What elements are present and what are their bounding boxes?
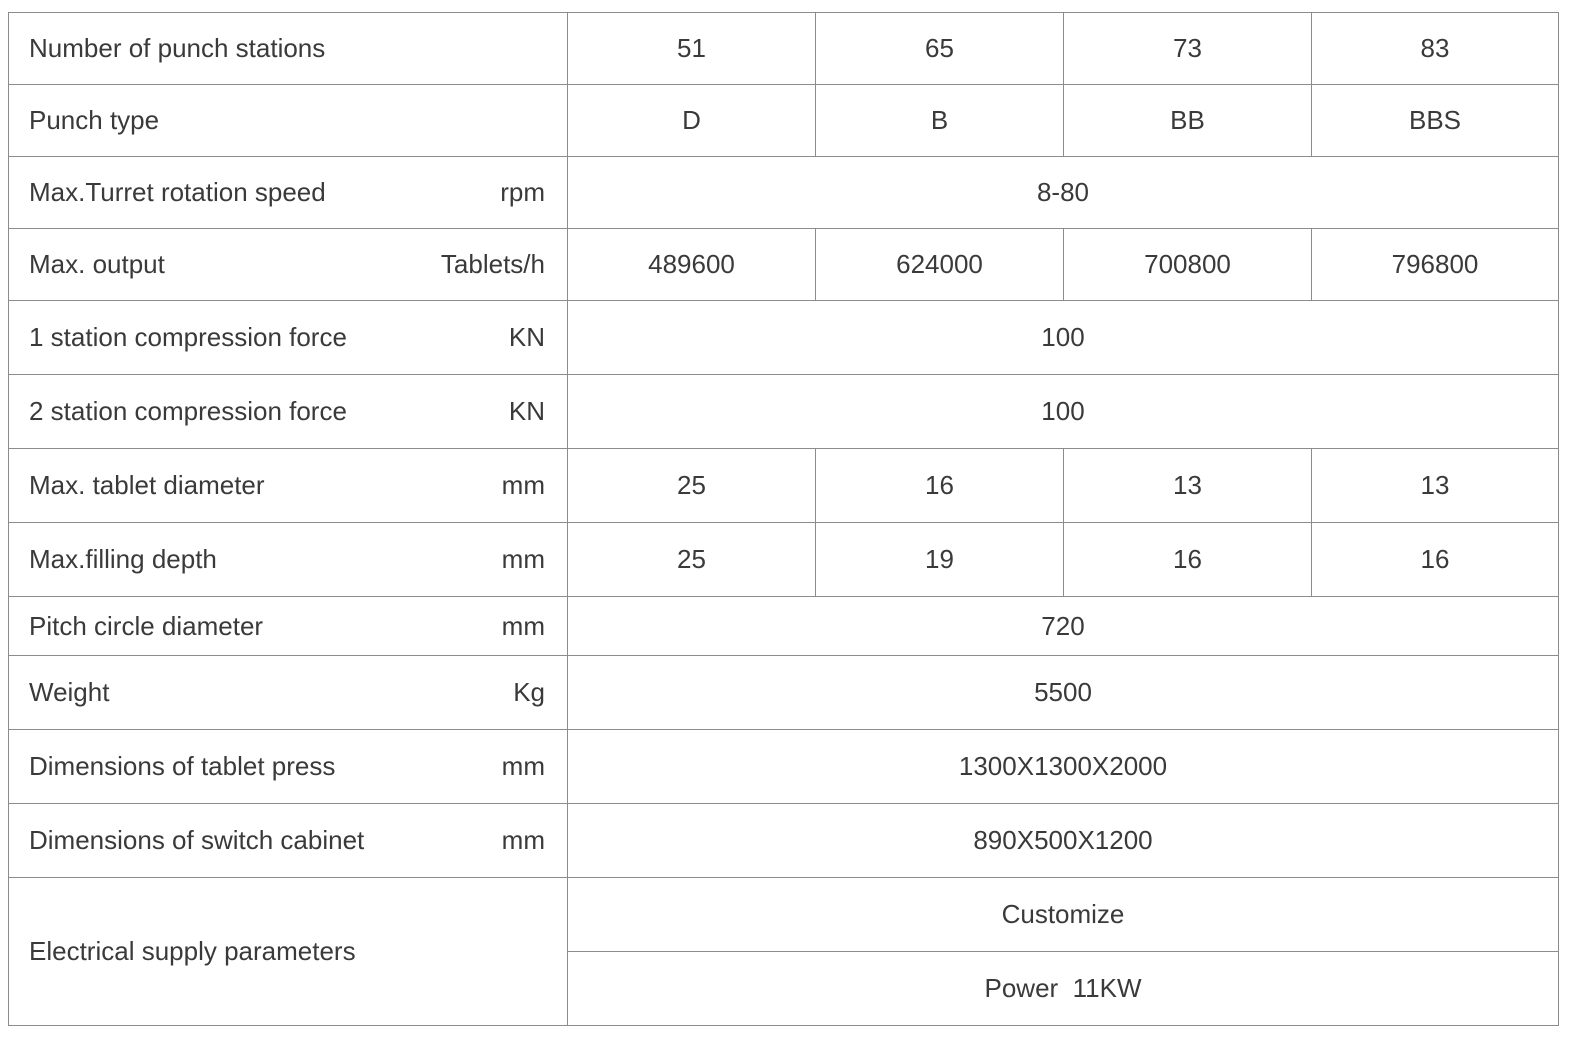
- value-cell: 16: [1312, 523, 1559, 597]
- value-cell: 1300X1300X2000: [568, 730, 1559, 804]
- value-cell: 890X500X1200: [568, 804, 1559, 878]
- value-cell: 489600: [568, 229, 816, 301]
- param-label: Dimensions of switch cabinet: [9, 804, 399, 878]
- value-cell: 25: [568, 523, 816, 597]
- param-label: Max. output: [9, 229, 399, 301]
- table-row: [9, 85, 1559, 157]
- value-cell: 83: [1312, 13, 1559, 85]
- value-text: Power 11KW: [984, 973, 1142, 1003]
- value-cell: 720: [568, 597, 1559, 656]
- param-unit: [399, 85, 568, 157]
- param-label: Punch type: [9, 85, 399, 157]
- table-row: [9, 157, 1559, 229]
- value-cell: 13: [1312, 449, 1559, 523]
- value-cell: 5500: [568, 656, 1559, 730]
- value-cell: 624000: [816, 229, 1064, 301]
- param-label: Dimensions of tablet press: [9, 730, 399, 804]
- param-unit: KN: [399, 375, 568, 449]
- value-cell: 51: [568, 13, 816, 85]
- value-cell: D: [568, 85, 816, 157]
- param-label: Max. tablet diameter: [9, 449, 399, 523]
- param-unit: [399, 13, 568, 85]
- param-label: Pitch circle diameter: [9, 597, 399, 656]
- param-unit: mm: [399, 449, 568, 523]
- value-cell: 100: [568, 375, 1559, 449]
- value-cell: 13: [1064, 449, 1312, 523]
- spec-table: [8, 12, 1559, 1026]
- param-label: Number of punch stations: [9, 13, 399, 85]
- param-label: 1 station compression force: [9, 301, 399, 375]
- value-cell: 796800: [1312, 229, 1559, 301]
- param-unit: mm: [399, 597, 568, 656]
- value-cell: BBS: [1312, 85, 1559, 157]
- value-cell: 8-80: [568, 157, 1559, 229]
- param-label: Max.filling depth: [9, 523, 399, 597]
- table-row: [9, 656, 1559, 730]
- value-cell: B: [816, 85, 1064, 157]
- param-unit: Kg: [399, 656, 568, 730]
- param-unit: Tablets/h: [399, 229, 568, 301]
- table-row: [9, 878, 1559, 952]
- param-unit: rpm: [399, 157, 568, 229]
- value-cell: 65: [816, 13, 1064, 85]
- value-cell: Customize: [568, 878, 1559, 952]
- value-cell: 16: [1064, 523, 1312, 597]
- value-cell: BB: [1064, 85, 1312, 157]
- value-cell: 73: [1064, 13, 1312, 85]
- table-row: [9, 301, 1559, 375]
- value-cell: 19: [816, 523, 1064, 597]
- table-row: [9, 449, 1559, 523]
- param-label: Electrical supply parameters: [9, 878, 568, 1026]
- table-row: [9, 13, 1559, 85]
- table-row: [9, 730, 1559, 804]
- value-cell: 100: [568, 301, 1559, 375]
- param-label: 2 station compression force: [9, 375, 399, 449]
- value-cell: 25: [568, 449, 816, 523]
- table-row: [9, 375, 1559, 449]
- param-unit: KN: [399, 301, 568, 375]
- table-row: [9, 597, 1559, 656]
- table-row: [9, 804, 1559, 878]
- param-label: Max.Turret rotation speed: [9, 157, 399, 229]
- param-unit: mm: [399, 730, 568, 804]
- param-label: Weight: [9, 656, 399, 730]
- value-cell: [568, 952, 1559, 1026]
- value-cell: 700800: [1064, 229, 1312, 301]
- param-unit: mm: [399, 804, 568, 878]
- value-cell: 16: [816, 449, 1064, 523]
- table-row: [9, 229, 1559, 301]
- table-row: [9, 523, 1559, 597]
- param-unit: mm: [399, 523, 568, 597]
